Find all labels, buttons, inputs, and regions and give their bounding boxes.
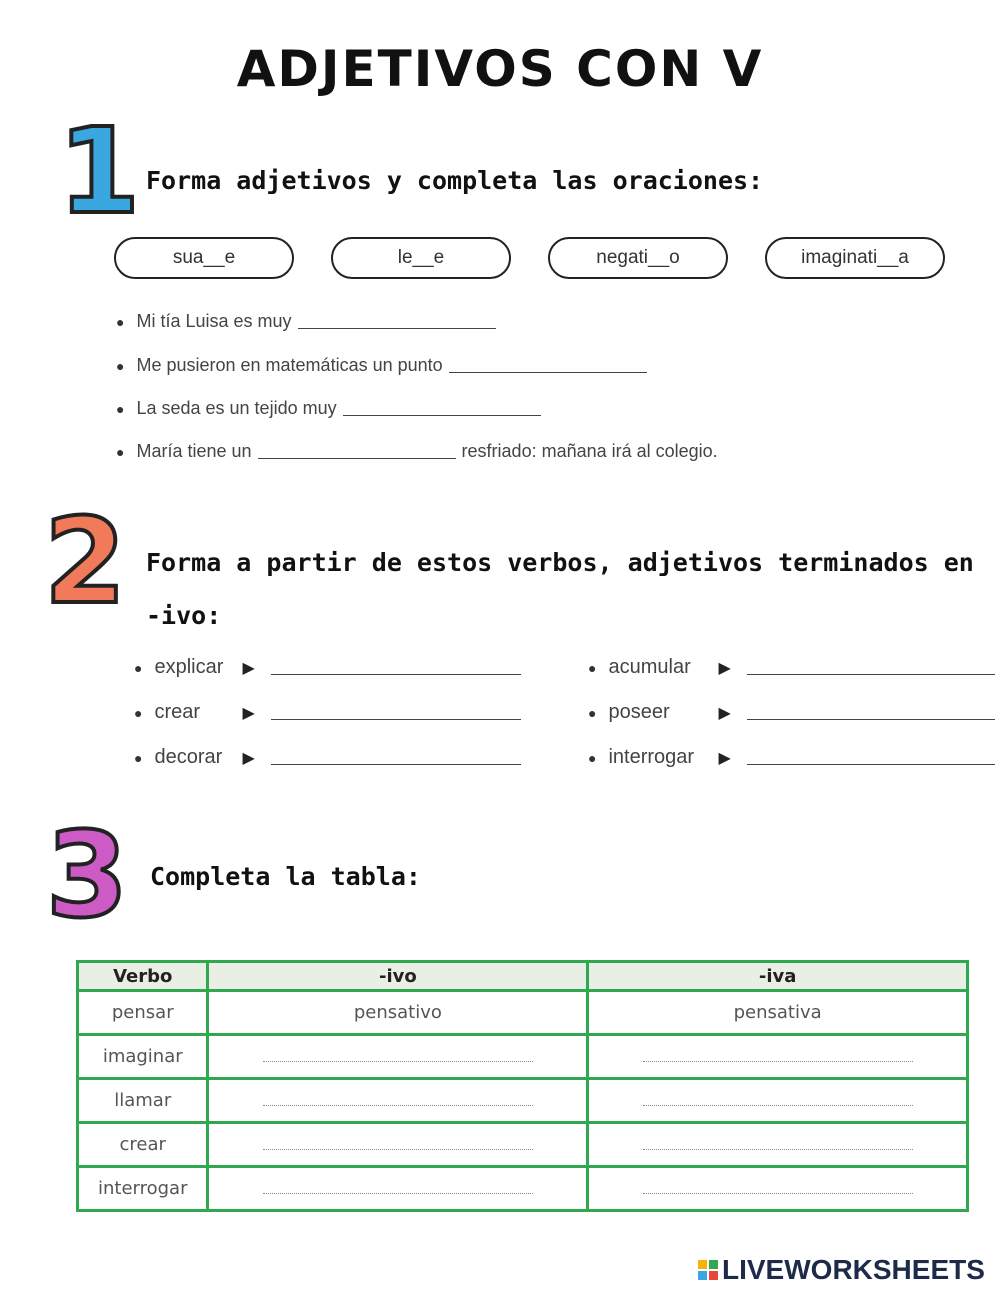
word-pill-3: negati__o [548, 237, 728, 279]
logo-icon [698, 1260, 718, 1280]
verb-text: interrogar [608, 746, 695, 768]
table-row [78, 1167, 968, 1211]
answer-blank[interactable] [271, 750, 521, 765]
arrow-right-icon: ▶ [242, 704, 255, 722]
table-cell-verb: interrogar [78, 1167, 208, 1211]
bullet-icon: ● [134, 704, 143, 721]
sentence-2 [116, 355, 653, 376]
verb-row-right-2 [588, 701, 1000, 724]
sentence-text-after: resfriado: mañana irá al colegio. [461, 441, 718, 461]
sentence-text: Mi tía Luisa es muy [136, 311, 292, 331]
section2-heading-line1: Forma a partir de estos verbos, adjetivos terminados en [146, 548, 974, 577]
answer-blank[interactable] [343, 401, 541, 416]
word-pill-1: sua__e [114, 237, 294, 279]
table-cell-ivo-blank[interactable] [208, 1123, 588, 1167]
table-row [78, 991, 968, 1035]
section1-heading: Forma adjetivos y completa las oraciones: [146, 166, 764, 195]
column-header-ivo: -ivo [208, 962, 588, 991]
section-number-1: 1 [58, 102, 141, 240]
verb-text: explicar [154, 656, 224, 678]
table-cell-ivo-blank[interactable] [208, 1079, 588, 1123]
sentence-3 [116, 398, 547, 419]
answer-blank[interactable] [298, 314, 496, 329]
bullet-icon: ● [588, 704, 597, 721]
bullet-icon: ● [116, 443, 125, 460]
arrow-right-icon: ▶ [242, 659, 255, 677]
table-cell-verb: crear [78, 1123, 208, 1167]
word-pill-2: le__e [331, 237, 511, 279]
table-row [78, 1079, 968, 1123]
sentence-text: La seda es un tejido muy [136, 398, 337, 418]
sentence-text: María tiene un [136, 441, 252, 461]
bullet-icon: ● [588, 749, 597, 766]
arrow-right-icon: ▶ [718, 659, 731, 677]
arrow-right-icon: ▶ [242, 749, 255, 767]
table-row [78, 1123, 968, 1167]
answer-blank[interactable] [271, 660, 521, 675]
verb-text: decorar [154, 746, 223, 768]
arrow-right-icon: ▶ [718, 704, 731, 722]
table-cell-verb: pensar [78, 991, 208, 1035]
verb-row-left-2 [134, 701, 527, 724]
bullet-icon: ● [116, 313, 125, 330]
sentence-1 [116, 311, 502, 332]
section-number-3: 3 [46, 806, 129, 944]
section2-heading-line2: -ivo: [146, 601, 222, 630]
table-cell-iva: pensativa [588, 991, 968, 1035]
sentence-4 [116, 441, 718, 462]
table-cell-verb: imaginar [78, 1035, 208, 1079]
table-cell-iva-blank[interactable] [588, 1167, 968, 1211]
word-pill-4: imaginati__a [765, 237, 945, 279]
page-title: ADJETIVOS CON V [236, 40, 764, 98]
bullet-icon: ● [134, 749, 143, 766]
verb-row-left-3 [134, 746, 527, 769]
section-number-2: 2 [44, 492, 127, 630]
verb-text: crear [154, 701, 201, 723]
bullet-icon: ● [134, 659, 143, 676]
bullet-icon: ● [116, 400, 125, 417]
bullet-icon: ● [588, 659, 597, 676]
table-cell-iva-blank[interactable] [588, 1079, 968, 1123]
verb-text: acumular [608, 656, 691, 678]
table-header-row [78, 962, 968, 991]
table-cell-ivo: pensativo [208, 991, 588, 1035]
sentence-text: Me pusieron en matemáticas un punto [136, 355, 443, 375]
bullet-icon: ● [116, 357, 125, 374]
answer-blank[interactable] [271, 705, 521, 720]
liveworksheets-logo[interactable] [698, 1254, 985, 1286]
answer-blank[interactable] [747, 750, 995, 765]
verb-row-right-1 [588, 656, 1000, 679]
arrow-right-icon: ▶ [718, 749, 731, 767]
verb-row-left-1 [134, 656, 527, 679]
table-row [78, 1035, 968, 1079]
answer-blank[interactable] [258, 444, 456, 459]
adjective-table [76, 960, 969, 1212]
verb-row-right-3 [588, 746, 1000, 769]
table-cell-ivo-blank[interactable] [208, 1167, 588, 1211]
verb-text: poseer [608, 701, 670, 723]
column-header-iva: -iva [588, 962, 968, 991]
answer-blank[interactable] [747, 705, 995, 720]
answer-blank[interactable] [747, 660, 995, 675]
table-cell-verb: llamar [78, 1079, 208, 1123]
answer-blank[interactable] [449, 358, 647, 373]
column-header-verbo: Verbo [78, 962, 208, 991]
table-cell-ivo-blank[interactable] [208, 1035, 588, 1079]
table-cell-iva-blank[interactable] [588, 1035, 968, 1079]
section3-heading: Completa la tabla: [150, 862, 421, 891]
logo-text: LIVEWORKSHEETS [722, 1254, 985, 1285]
table-cell-iva-blank[interactable] [588, 1123, 968, 1167]
